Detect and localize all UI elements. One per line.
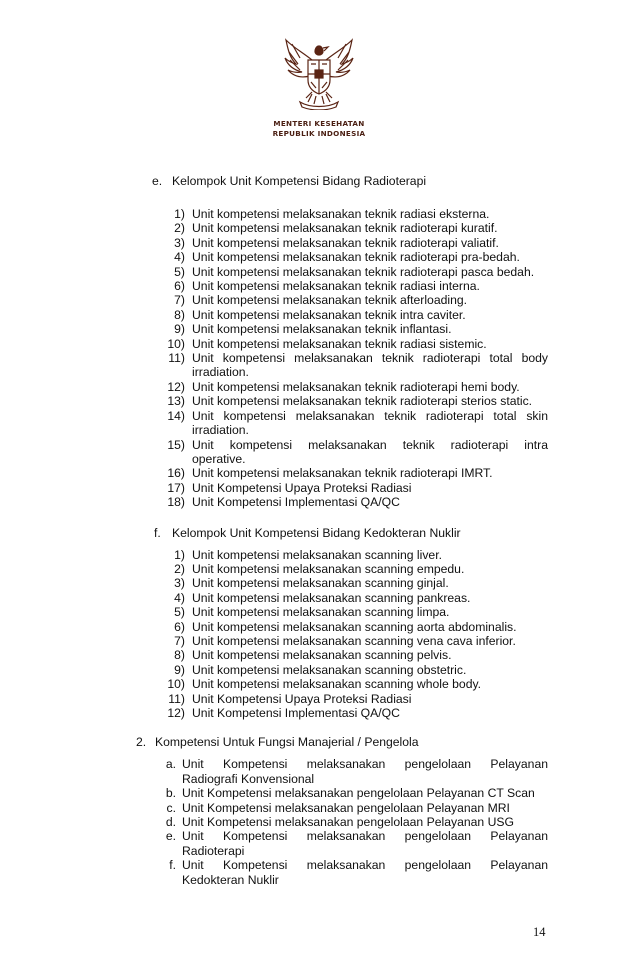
section-2 bbox=[0, 735, 638, 887]
item-text: Unit Kompetensi Implementasi QA/QC bbox=[192, 706, 400, 720]
list-item bbox=[0, 279, 638, 293]
list-item bbox=[0, 562, 638, 576]
list-item bbox=[0, 351, 638, 380]
item-number: 17) bbox=[167, 480, 185, 495]
item-number: 8) bbox=[174, 648, 185, 663]
item-text: Unit kompetensi melaksanakan teknik radioterapi intra bbox=[192, 437, 548, 452]
list-item bbox=[0, 438, 638, 467]
list-item bbox=[0, 829, 638, 858]
item-number: 12) bbox=[167, 379, 185, 394]
list-item bbox=[0, 757, 638, 786]
lettered-list bbox=[0, 757, 638, 887]
item-number: 5) bbox=[174, 605, 185, 620]
item-number: 3) bbox=[174, 235, 185, 250]
item-number: 2) bbox=[174, 561, 185, 576]
item-number: 6) bbox=[174, 279, 185, 294]
item-number: b. bbox=[165, 786, 176, 801]
item-number: 15) bbox=[167, 437, 185, 452]
item-text-continued: irradiation. bbox=[192, 423, 249, 438]
item-number: 1) bbox=[174, 207, 185, 221]
section-marker: e. bbox=[152, 174, 163, 188]
list-item bbox=[0, 620, 638, 634]
item-text: Unit kompetensi melaksanakan scanning pelvis. bbox=[192, 648, 452, 663]
item-text: Unit kompetensi melaksanakan scanning ginjal. bbox=[192, 576, 449, 591]
list-item bbox=[0, 380, 638, 394]
item-text: Unit kompetensi melaksanakan teknik radioterapi total body bbox=[192, 351, 548, 366]
item-text: Unit kompetensi melaksanakan teknik afterloading. bbox=[192, 293, 468, 308]
list-item bbox=[0, 337, 638, 351]
item-text: Unit Kompetensi melaksanakan pengelolaan Pelayanan USG bbox=[182, 815, 514, 830]
item-text: Unit Kompetensi melaksanakan pengelolaan Pelayanan bbox=[182, 757, 548, 772]
item-number: 2) bbox=[174, 221, 185, 236]
item-number: 9) bbox=[174, 662, 185, 677]
item-text: Unit Kompetensi melaksanakan pengelolaan Pelayanan bbox=[182, 858, 548, 873]
item-text-continued: irradiation. bbox=[192, 365, 249, 380]
item-text: Unit kompetensi melaksanakan scanning aorta abdominalis. bbox=[192, 619, 517, 634]
numbered-list bbox=[0, 548, 638, 721]
item-text-continued: Kedokteran Nuklir bbox=[182, 872, 279, 887]
list-item bbox=[0, 394, 638, 408]
section-title: Kelompok Unit Kompetensi Bidang Kedokteran Nuklir bbox=[172, 525, 461, 540]
list-item bbox=[0, 801, 638, 815]
item-number: 16) bbox=[167, 466, 185, 481]
list-item bbox=[0, 591, 638, 605]
section-title: Kelompok Unit Kompetensi Bidang Radioterapi bbox=[172, 174, 427, 188]
item-number: 10) bbox=[167, 677, 185, 692]
item-text: Unit kompetensi melaksanakan teknik radioterapi kuratif. bbox=[192, 221, 498, 236]
item-number: 12) bbox=[167, 706, 185, 720]
list-item bbox=[0, 648, 638, 662]
item-number: 6) bbox=[174, 619, 185, 634]
item-text: Unit Kompetensi melaksanakan pengelolaan Pelayanan CT Scan bbox=[182, 786, 535, 801]
list-item bbox=[0, 634, 638, 648]
item-text: Unit kompetensi melaksanakan teknik inflantasi. bbox=[192, 322, 452, 337]
list-item bbox=[0, 858, 638, 887]
item-number: 9) bbox=[174, 322, 185, 337]
item-text-continued: operative. bbox=[192, 451, 246, 466]
list-item bbox=[0, 221, 638, 235]
item-text: Unit kompetensi melaksanakan teknik radioterapi total skin bbox=[192, 408, 548, 423]
section-e bbox=[0, 174, 638, 510]
list-item bbox=[0, 409, 638, 438]
item-text-continued: Radioterapi bbox=[182, 843, 245, 858]
list-item bbox=[0, 786, 638, 800]
item-text: Unit kompetensi melaksanakan teknik radioterapi valiatif. bbox=[192, 235, 499, 250]
list-item bbox=[0, 236, 638, 250]
item-number: a. bbox=[165, 757, 176, 772]
item-number: 11) bbox=[168, 691, 185, 706]
item-text: Unit kompetensi melaksanakan teknik radioterapi hemi body. bbox=[192, 379, 520, 394]
item-number: 13) bbox=[167, 394, 185, 409]
page-number: 14 bbox=[533, 925, 546, 939]
list-item bbox=[0, 481, 638, 495]
item-number: f. bbox=[169, 858, 176, 873]
section-f bbox=[0, 526, 638, 721]
item-text: Unit kompetensi melaksanakan scanning obstetric. bbox=[192, 662, 467, 677]
list-item bbox=[0, 706, 638, 720]
garuda-emblem-icon bbox=[282, 30, 356, 110]
item-text: Unit kompetensi melaksanakan teknik radiasi eksterna. bbox=[192, 207, 490, 221]
list-item bbox=[0, 548, 638, 562]
item-text: Unit kompetensi melaksanakan teknik radioterapi sterios static. bbox=[192, 394, 533, 409]
item-text: Unit kompetensi melaksanakan teknik radiasi interna. bbox=[192, 279, 480, 294]
item-number: 11) bbox=[168, 351, 185, 366]
item-text: Unit kompetensi melaksanakan scanning whole body. bbox=[192, 677, 482, 692]
org-name-line1: MENTERI KESEHATAN bbox=[273, 119, 365, 128]
numbered-list bbox=[0, 207, 638, 510]
list-item bbox=[0, 677, 638, 691]
section-marker: 2. bbox=[136, 735, 147, 750]
item-number: d. bbox=[165, 815, 176, 830]
item-text-continued: Radiografi Konvensional bbox=[182, 771, 315, 786]
item-text: Unit kompetensi melaksanakan teknik intra caviter. bbox=[192, 307, 466, 322]
list-item bbox=[0, 466, 638, 480]
item-number: 4) bbox=[174, 590, 185, 605]
list-item bbox=[0, 815, 638, 829]
item-text: Unit kompetensi melaksanakan teknik radiasi sistemic. bbox=[192, 336, 487, 351]
list-item bbox=[0, 605, 638, 619]
item-text: Unit kompetensi melaksanakan scanning limpa. bbox=[192, 605, 450, 620]
list-item bbox=[0, 663, 638, 677]
item-number: 7) bbox=[174, 633, 185, 648]
document-body bbox=[0, 174, 638, 887]
item-number: c. bbox=[166, 800, 176, 815]
item-text: Unit kompetensi melaksanakan scanning empedu. bbox=[192, 561, 465, 576]
section-title: Kompetensi Untuk Fungsi Manajerial / Pengelola bbox=[155, 735, 419, 750]
list-item bbox=[0, 322, 638, 336]
section-marker: f. bbox=[154, 525, 161, 540]
item-number: 4) bbox=[174, 250, 185, 265]
item-number: 5) bbox=[174, 264, 185, 279]
item-number: 7) bbox=[174, 293, 185, 308]
item-text: Unit kompetensi melaksanakan scanning vena cava inferior. bbox=[192, 633, 516, 648]
org-name-line2: REPUBLIK INDONESIA bbox=[272, 128, 366, 138]
list-item bbox=[0, 265, 638, 279]
list-item bbox=[0, 576, 638, 590]
list-item bbox=[0, 250, 638, 264]
item-number: 14) bbox=[167, 408, 185, 423]
item-number: e. bbox=[165, 829, 176, 844]
item-text: Unit kompetensi melaksanakan teknik radioterapi pra-bedah. bbox=[192, 250, 520, 265]
item-number: 8) bbox=[174, 307, 185, 322]
item-text: Unit kompetensi melaksanakan teknik radioterapi pasca bedah. bbox=[192, 264, 535, 279]
item-number: 18) bbox=[167, 495, 185, 510]
item-number: 10) bbox=[167, 336, 185, 351]
list-item bbox=[0, 207, 638, 221]
item-text: Unit Kompetensi melaksanakan pengelolaan Pelayanan bbox=[182, 829, 548, 844]
item-text: Unit kompetensi melaksanakan scanning pankreas. bbox=[192, 590, 471, 605]
item-text: Unit Kompetensi Upaya Proteksi Radiasi bbox=[192, 480, 412, 495]
list-item bbox=[0, 308, 638, 322]
item-text: Unit kompetensi melaksanakan scanning liver. bbox=[192, 547, 442, 562]
list-item bbox=[0, 495, 638, 509]
list-item bbox=[0, 692, 638, 706]
list-item bbox=[0, 293, 638, 307]
item-text: Unit Kompetensi Upaya Proteksi Radiasi bbox=[192, 691, 412, 706]
letterhead bbox=[0, 30, 638, 138]
item-text: Unit kompetensi melaksanakan teknik radioterapi IMRT. bbox=[192, 466, 493, 481]
item-number: 1) bbox=[174, 547, 185, 562]
item-number: 3) bbox=[174, 576, 185, 591]
item-text: Unit Kompetensi melaksanakan pengelolaan Pelayanan MRI bbox=[182, 800, 510, 815]
item-text: Unit Kompetensi Implementasi QA/QC bbox=[192, 495, 400, 510]
